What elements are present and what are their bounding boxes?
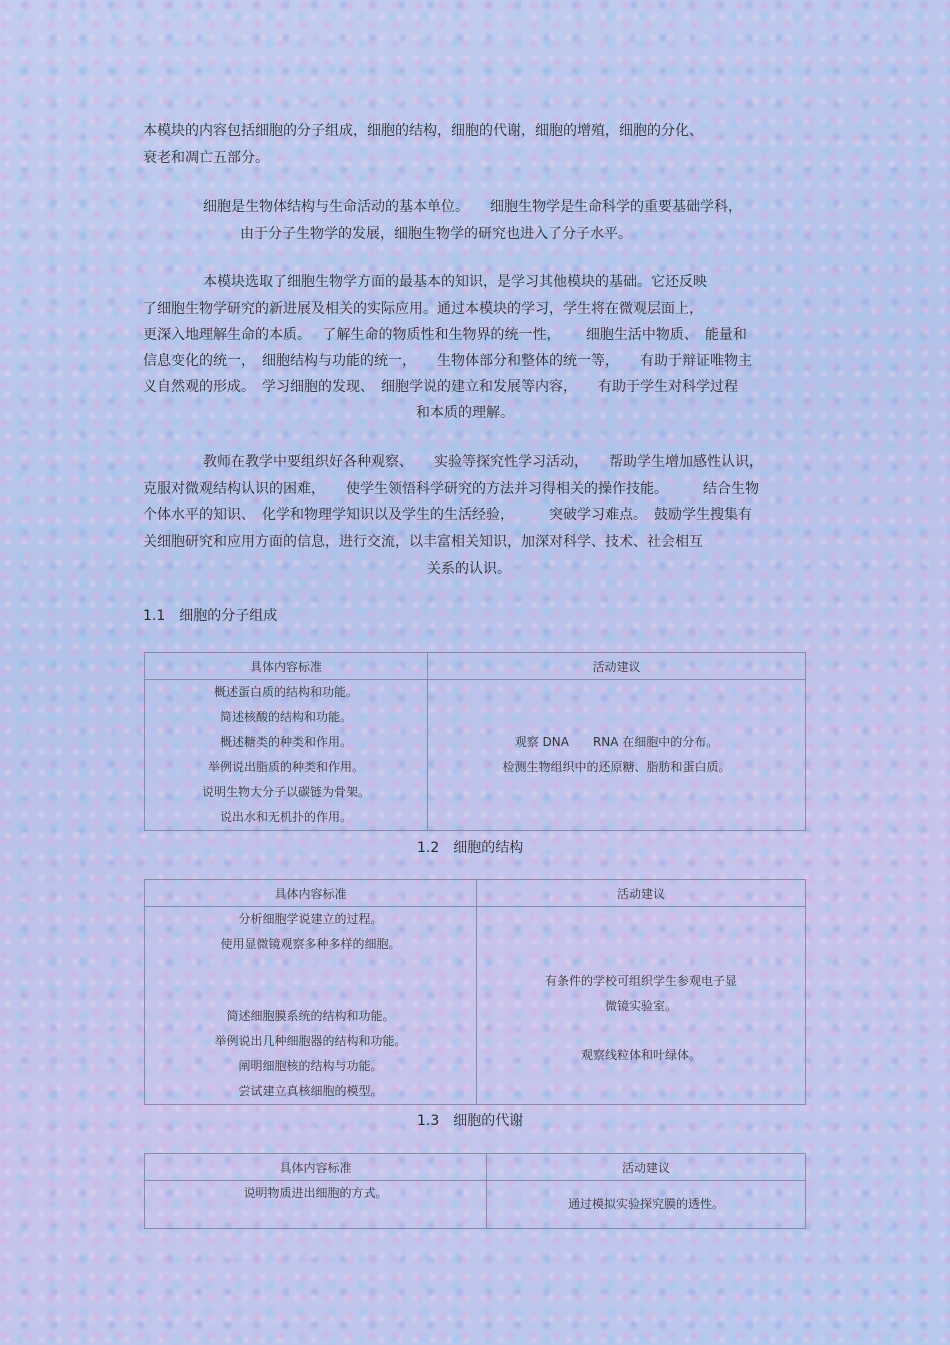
standard-item: 说明生物大分子以碳链为骨架。 <box>201 785 370 799</box>
standard-item: 简述核酸的结构和功能。 <box>219 710 352 724</box>
standard-item: 尝试建立真核细胞的模型。 <box>238 1084 383 1098</box>
para2-line-2: 了细胞生物学研究的新进展及相关的实际应用。通过本模块的学习，学生将在微观层面上， <box>143 301 703 317</box>
para2-line-6: 和本质的理解。 <box>416 405 514 421</box>
section-heading-1-2: 1.2 细胞的结构 <box>417 840 524 856</box>
spacer <box>477 907 805 969</box>
intro-line-1: 本模块的内容包括细胞的分子组成，细胞的结构，细胞的代谢，细胞的增殖，细胞的分化、 <box>143 123 703 139</box>
standard-item: 说明物质进出细胞的方式。 <box>243 1186 388 1200</box>
column-header-standards: 具体内容标准 <box>145 653 428 680</box>
activity-item: 通过模拟实验探究膜的透性。 <box>567 1197 724 1211</box>
activities-cell <box>477 907 806 1105</box>
standard-item: 举例说出几种细胞器的结构和功能。 <box>214 1034 407 1048</box>
standards-cell <box>145 907 477 1105</box>
column-header-activities: 活动建议 <box>477 880 806 907</box>
activity-item: 观察 DNA RNA 在细胞中的分布。 <box>514 735 719 749</box>
section-heading-1-1: 1.1 细胞的分子组成 <box>143 608 278 624</box>
spacer <box>145 957 476 982</box>
standard-item: 分析细胞学说建立的过程。 <box>238 912 383 926</box>
standard-item: 概述蛋白质的结构和功能。 <box>213 685 358 699</box>
para2-line-1: 本模块选取了细胞生物学方面的最基本的知识，是学习其他模块的基础。它还反映 <box>203 274 707 290</box>
standards-cell <box>145 680 428 831</box>
standard-item: 阐明细胞核的结构与功能。 <box>238 1059 383 1073</box>
para3-line-5: 关系的认识。 <box>427 561 511 577</box>
para1-line-1: 细胞是生物体结构与生命活动的基本单位。 细胞生物学是生命科学的重要基础学科， <box>203 199 742 215</box>
activity-item: 微镜实验室。 <box>604 999 677 1013</box>
table-molecular-composition <box>144 652 806 831</box>
intro-line-2: 衰老和凋亡五部分。 <box>143 150 269 166</box>
section-heading-1-3: 1.3 细胞的代谢 <box>417 1113 524 1129</box>
column-header-standards: 具体内容标准 <box>145 1154 487 1181</box>
activities-cell <box>428 680 806 831</box>
standard-item: 举例说出脂质的种类和作用。 <box>207 760 364 774</box>
spacer <box>145 982 476 1004</box>
activity-item: 观察线粒体和叶绿体。 <box>580 1048 701 1062</box>
column-header-standards: 具体内容标准 <box>145 880 477 907</box>
para2-line-3: 更深入地理解生命的本质。 了解生命的物质性和生物界的统一性， 细胞生活中物质、 能量和 <box>143 327 747 343</box>
standards-cell <box>145 1181 487 1229</box>
activity-item: 检测生物组织中的还原糖、脂肪和蛋白质。 <box>502 760 731 774</box>
para3-line-2: 克服对微观结构认识的困难， 使学生领悟科学研究的方法并习得相关的操作技能。 结合生物 <box>143 481 759 497</box>
activity-item: 有条件的学校可组织学生参观电子显 <box>544 974 737 988</box>
standard-item: 使用显微镜观察多种多样的细胞。 <box>220 937 401 951</box>
para2-line-4: 信息变化的统一， 细胞结构与功能的统一， 生物体部分和整体的统一等， 有助于辩证唯物主 <box>143 353 752 369</box>
para3-line-3: 个体水平的知识、 化学和物理学知识以及学生的生活经验， 突破学习难点。 鼓励学生搜集有 <box>143 507 752 523</box>
standard-item: 简述细胞膜系统的结构和功能。 <box>226 1009 395 1023</box>
spacer <box>477 1019 805 1043</box>
standard-item: 说出水和无机扑的作用。 <box>219 810 352 824</box>
table-cell-metabolism <box>144 1153 806 1229</box>
column-header-activities: 活动建议 <box>487 1154 806 1181</box>
para3-line-1: 教师在教学中要组织好各种观察、 实验等探究性学习活动， 帮助学生增加感性认识， <box>203 454 763 470</box>
standard-item: 概述糖类的种类和作用。 <box>219 735 352 749</box>
para1-line-2: 由于分子生物学的发展，细胞生物学的研究也进入了分子水平。 <box>240 226 632 242</box>
para3-line-4: 关细胞研究和应用方面的信息，进行交流，以丰富相关知识，加深对科学、技术、社会相互 <box>143 534 703 550</box>
column-header-activities: 活动建议 <box>428 653 806 680</box>
activities-cell <box>487 1181 806 1229</box>
table-cell-structure <box>144 879 806 1105</box>
para2-line-5: 义自然观的形成。 学习细胞的发现、 细胞学说的建立和发展等内容， 有助于学生对科学过程 <box>143 379 738 395</box>
